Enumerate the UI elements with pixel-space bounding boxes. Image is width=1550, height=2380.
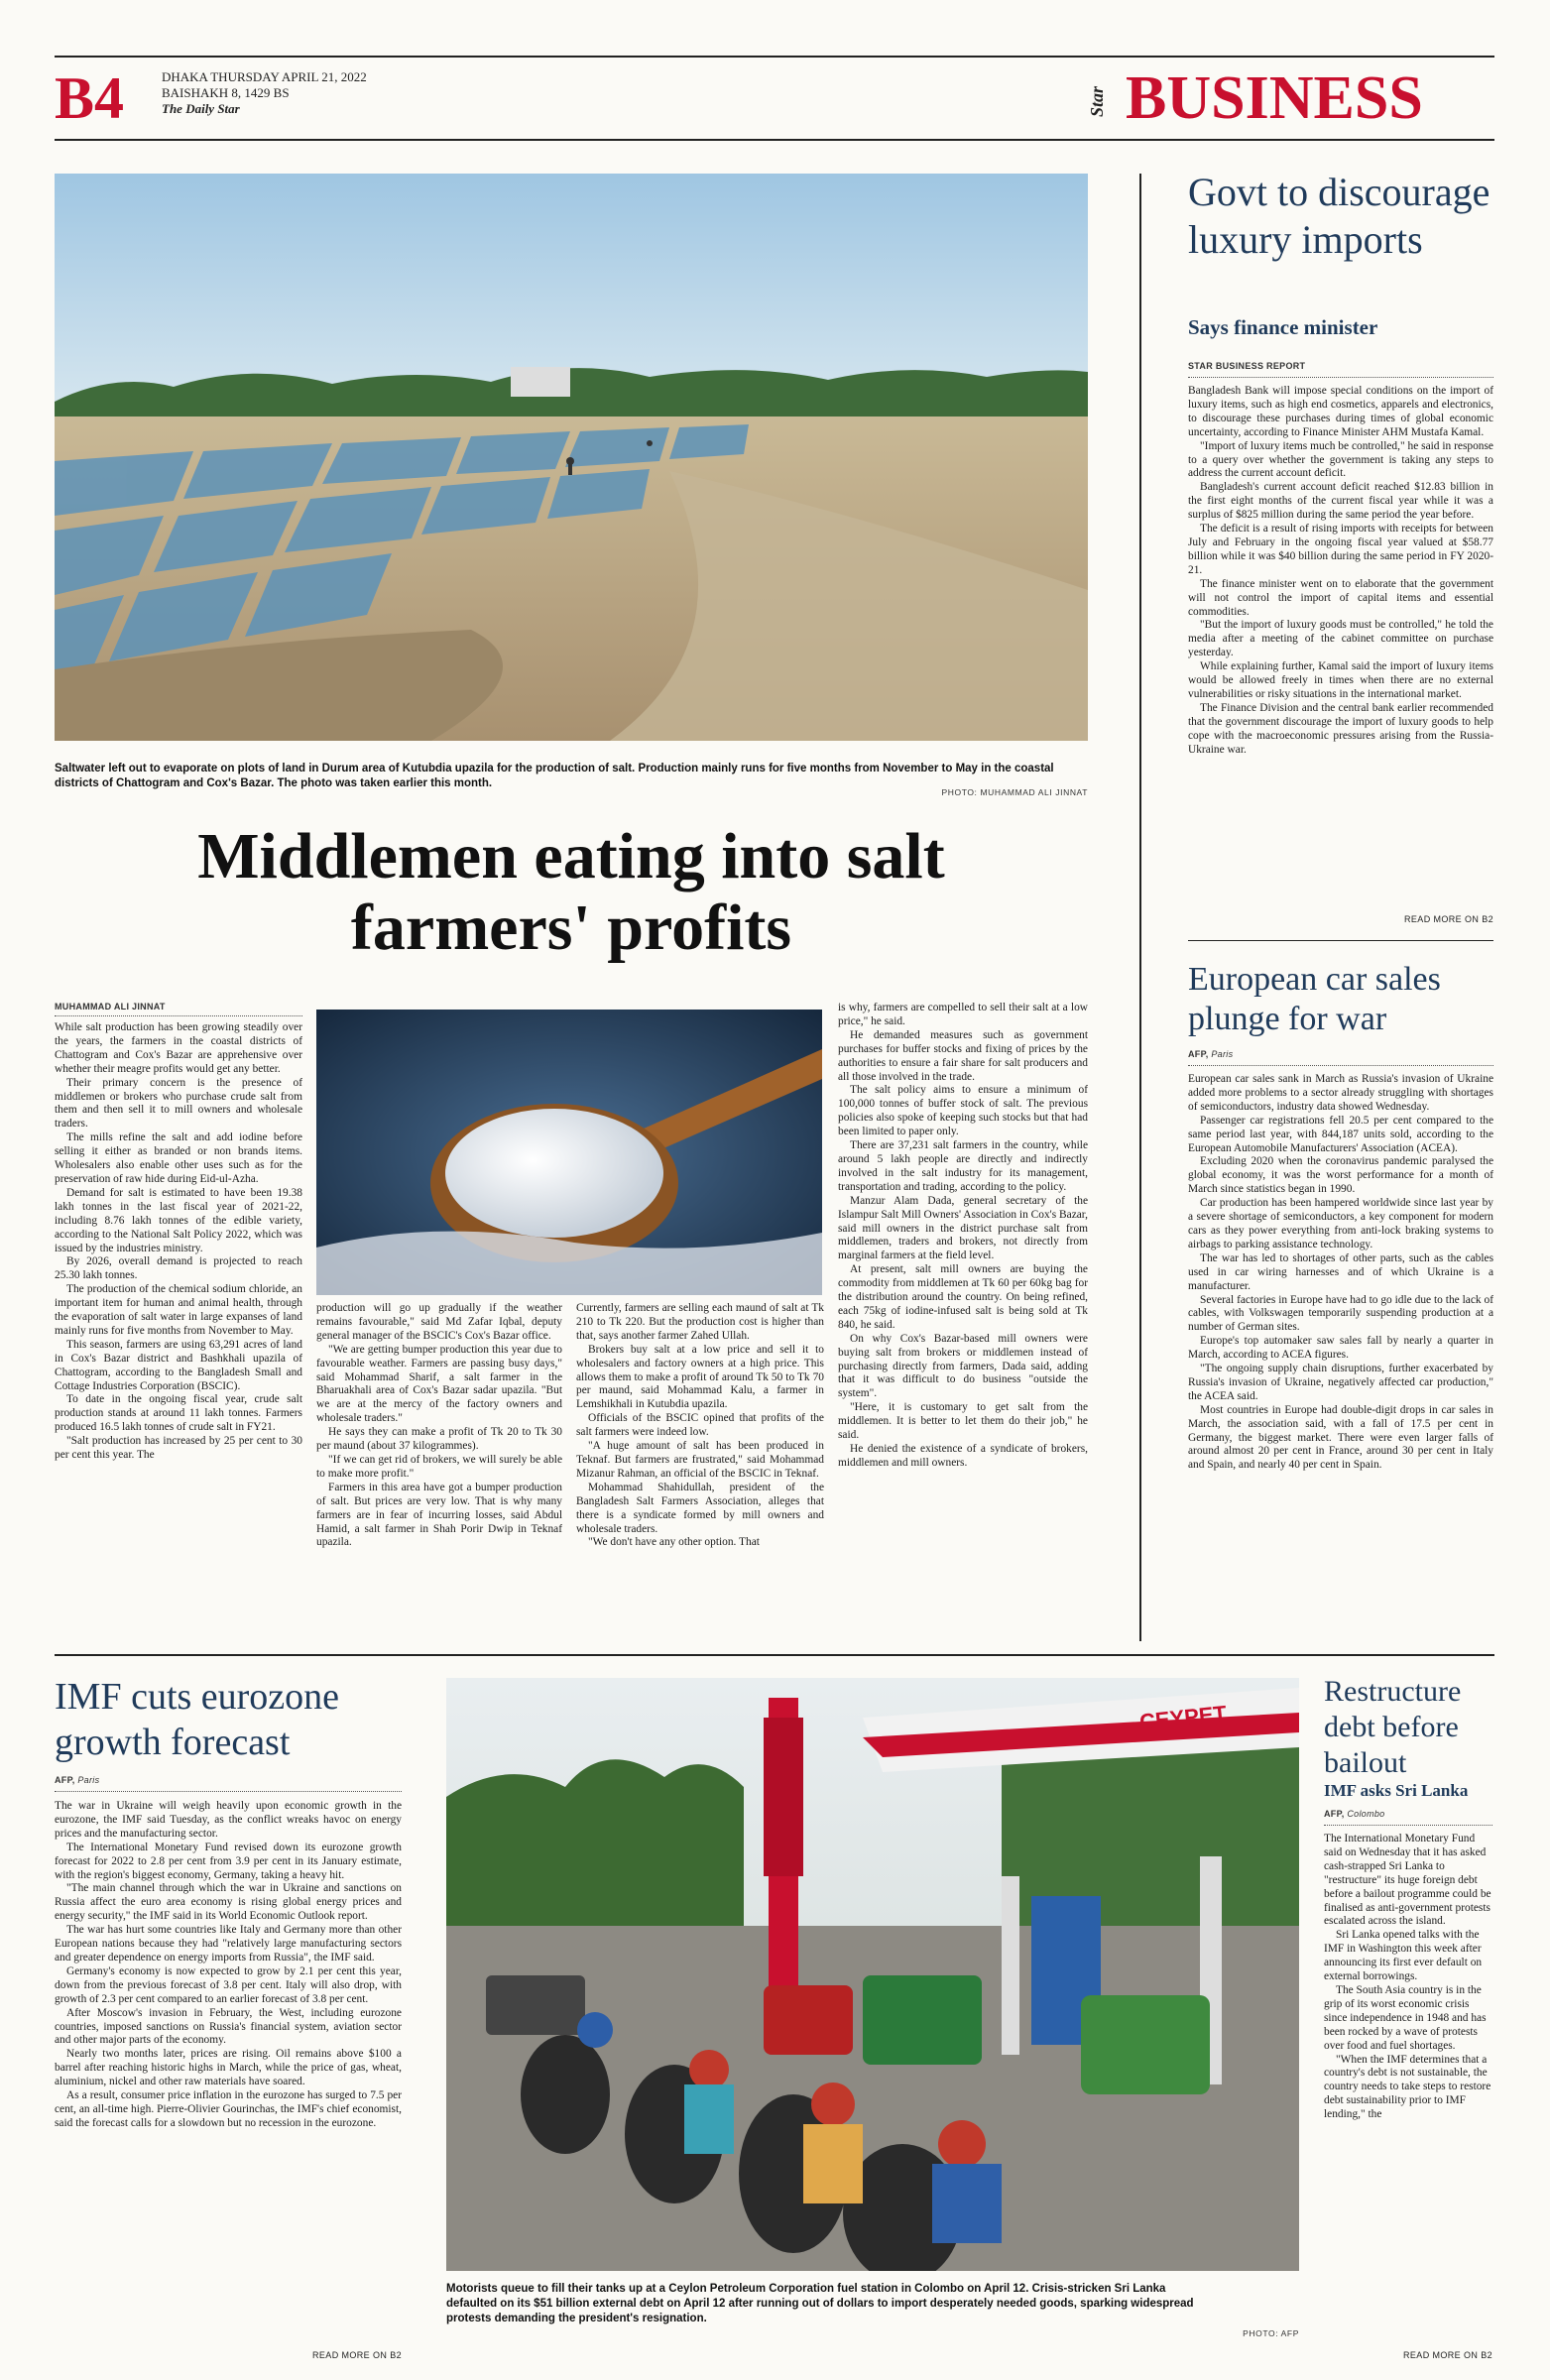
salt-field-photo <box>55 174 1088 741</box>
lead-col1-para: "Salt production has increased by 25 per cent to 30 per cent this year. The <box>55 1435 302 1462</box>
srilanka-body <box>1324 1833 1492 2340</box>
lead-col3-para: Mohammad Shahidullah, president of the Bangladesh Salt Farmers Association, alleges that there is a syndicate formed by mill owners and wholesale traders. <box>576 1481 824 1535</box>
lead-col4-para: At present, salt mill owners are buying the commodity from middlemen at Tk 60 per 60kg bag for the distribution around the country. On being refined, each 75kg of iodine-infused salt is being sold at Tk 840, he said. <box>838 1263 1088 1331</box>
right-col-separator <box>1188 940 1493 941</box>
srilanka-divider <box>1324 1825 1492 1826</box>
lead-col4-para: is why, farmers are compelled to sell their salt at a low price," he said. <box>838 1002 1088 1027</box>
lead-byline: MUHAMMAD ALI JINNAT <box>55 1002 166 1012</box>
lead-col4-para: He demanded measures such as government purchases for buffer stocks and fixing of prices by the authorities to ensure a fair share for salt producers and all those involved in the trade. <box>838 1028 1088 1083</box>
luxury-para: "Import of luxury items much be controlled," he said in response to a query over whether the government is taking any steps to address the current account deficit. <box>1188 439 1493 480</box>
lead-col1-para: This season, farmers are using 63,291 acres of land in Cox's Bazar district and Bashkhali upazila of Chattogram, according to the Bangladesh Small and Cottage Industries Corporation (BSCIC). <box>55 1338 302 1392</box>
cars-divider <box>1188 1065 1493 1066</box>
cars-para: Europe's top automaker saw sales fall by nearly a quarter in March, according to ACEA figures. <box>1188 1335 1493 1362</box>
section-star-logo: Star <box>1087 85 1107 117</box>
lead-col1-para: While salt production has been growing steadily over the years, the farmers in the coastal districts of Chattogram and Cox's Bazar are apprehensive over whether their meagre profits would get any better. <box>55 1021 302 1075</box>
lead-photo-caption: Saltwater left out to evaporate on plots of land in Durum area of Kutubdia upazila for the production of salt. Production mainly runs for five months from November to May in the coastal districts of Chattogram and Cox's Bazar. The photo was taken earlier this month. <box>55 763 1054 789</box>
cars-headline: European car sales plunge for war <box>1188 961 1441 1037</box>
lead-col2-para: "If we can get rid of brokers, we will surely be able to make more profit." <box>316 1453 562 1480</box>
imf-para: Nearly two months later, prices are rising. Oil remains above $100 a barrel after reaching historic highs in March, while the price of gas, wheat, aluminium, nickel and other raw materials have soared. <box>55 2048 402 2088</box>
imf-headline: IMF cuts eurozone growth forecast <box>55 1676 340 1763</box>
cars-para: Excluding 2020 when the coronavirus pandemic paralysed the global economy, it was the worst performance for a month of March since statistics began in 1990. <box>1188 1155 1493 1196</box>
luxury-read-more-link[interactable]: READ MORE ON B2 <box>1403 914 1493 924</box>
lead-col1-para: To date in the ongoing fiscal year, crude salt production stands at around 11 lakh tonnes. Farmers produced 16.5 lakh tonnes of crude salt in FY21. <box>55 1393 302 1434</box>
lead-col1-para: By 2026, overall demand is projected to reach 25.30 lakh tonnes. <box>55 1255 302 1282</box>
imf-para: "The main channel through which the war in Ukraine and sanctions on Russia affect the euro area economy is rising global energy prices and energy security," the IMF said in its World Economic Outlook report. <box>55 1882 402 1923</box>
lead-headline-line2: farmers' profits <box>350 892 792 964</box>
luxury-para: The deficit is a result of rising imports with receipts for between July and February in the ongoing fiscal year valued at $58.77 billion while it was $40 billion during the same period in FY 2020-21. <box>1188 523 1493 576</box>
lead-col4-para: There are 37,231 salt farmers in the country, while around 5 lakh people are directly and indirectly involved in the salt industry for its management, transportation and trading, according to the policy. <box>838 1139 1088 1193</box>
imf-para: The war in Ukraine will weigh heavily upon economic growth in the eurozone, the IMF said Tuesday, as the conflict wreaks havoc on energy prices and the manufacturing sector. <box>55 1800 402 1840</box>
imf-read-more-link[interactable]: READ MORE ON B2 <box>311 2350 402 2360</box>
lead-column-1 <box>55 1021 302 1641</box>
cars-byline-agency: AFP, <box>1188 1049 1209 1059</box>
srilanka-byline-agency: AFP, <box>1324 1809 1345 1819</box>
srilanka-para: The International Monetary Fund said on Wednesday that it has asked cash-strapped Sri Lanka to "restructure" its huge foreign debt before a bailout programme could be finalised as anti-government protests escalated across the island. <box>1324 1833 1491 1928</box>
luxury-para: Bangladesh's current account deficit reached $12.83 billion in the first eight months of the current fiscal year while it was a surplus of $825 million during the same period the year before. <box>1188 481 1493 522</box>
lead-col1-para: Demand for salt is estimated to have been 19.38 lakh tonnes in the last fiscal year of 2021-22, including 8.76 lakh tonnes of the edible variety, according to the National Salt Policy 2022, which was issued by the industries ministry. <box>55 1186 302 1254</box>
srilanka-subhead: IMF asks Sri Lanka <box>1324 1781 1469 1800</box>
imf-body <box>55 1800 402 2340</box>
imf-para: After Moscow's invasion in February, the West, including eurozone countries, imposed sanctions on Russia's financial system, aviation sector and other major parts of the economy. <box>55 2006 402 2047</box>
srilanka-para: "When the IMF determines that a country's debt is not sustainable, the country needs to take steps to restore debt sustainability prior to IMF lending," the <box>1324 2053 1491 2121</box>
lead-col4-para: "Here, it is customary to get salt from the middlemen. It is better to let them do their job," he said. <box>838 1401 1088 1442</box>
lead-col3-para: Currently, farmers are selling each maund of salt at Tk 210 to Tk 220. But the production cost is higher than that, says another farmer Zahed Ullah. <box>576 1302 824 1342</box>
imf-para: Germany's economy is now expected to grow by 2.1 per cent this year, down from the previous forecast of 3.8 per cent. Italy will also drop, with growth of 2.3 per cent compared to an earlier forecast of 3.8 per cent. <box>55 1964 402 2005</box>
lead-col4-para: The salt policy aims to ensure a minimum of 100,000 tonnes of buffer stock of salt. The previous policies also spoke of keeping such stocks but that had been limited to paper only. <box>838 1084 1088 1138</box>
lead-column-4 <box>838 1002 1088 1641</box>
imf-divider <box>55 1791 402 1792</box>
bangla-date: BAISHAKH 8, 1429 BS <box>162 85 290 100</box>
fuel-photo-caption: Motorists queue to fill their tanks up at a Ceylon Petroleum Corporation fuel station in Colombo on April 12. Crisis-stricken Sri Lanka defaulted on its $51 billion external debt on April 12 after running out of dollars to import desperately needed goods, sparking widespread protests demanding the president's resignation. <box>446 2283 1194 2324</box>
srilanka-byline <box>1324 1809 1384 1819</box>
fuel-station-sign-text: CEYPET <box>1137 1700 1229 1734</box>
luxury-body <box>1188 385 1493 910</box>
date-line: DHAKA THURSDAY APRIL 21, 2022 <box>162 69 367 84</box>
luxury-para: The Finance Division and the central bank earlier recommended that the government discourage the import of luxury goods to help cope with the macroeconomic pressures arising from the Russia-Ukraine war. <box>1188 701 1493 756</box>
cars-para: Passenger car registrations fell 20.5 per cent compared to the same period last year, with 844,187 units sold, according to the European Automobile Manufacturers' Association (ACEA). <box>1188 1114 1493 1154</box>
lead-column-2 <box>316 1302 562 1641</box>
bottom-section-rule <box>55 1654 1494 1656</box>
cars-byline-place: Paris <box>1211 1049 1234 1059</box>
masthead-bottom-rule <box>55 139 1494 141</box>
srilanka-para: Sri Lanka opened talks with the IMF in Washington this week after announcing its first ever default on external borrowings. <box>1324 1929 1483 1983</box>
imf-byline <box>55 1775 99 1785</box>
srilanka-para: The South Asia country is in the grip of its worst economic crisis since independence in 1948 and has been rocked by a wave of protests over food and fuel shortages. <box>1324 1983 1487 2052</box>
luxury-para: Bangladesh Bank will impose special conditions on the import of luxury items, such as high end cosmetics, apparels and electronics, to discourage these purchases during times of global economic uncertainty, according to Finance Minister AHM Mustafa Kamal. <box>1188 385 1493 438</box>
cars-para: European car sales sank in March as Russia's invasion of Ukraine added more problems to a sector already struggling with shortages of semiconductors, industry data showed Wednesday. <box>1188 1073 1493 1113</box>
imf-para: The International Monetary Fund revised down its eurozone growth forecast for 2022 to 2.8 per cent from 3.9 per cent in its January estimate, with the region's biggest economy, Germany, taking a heavy hit. <box>55 1841 402 1881</box>
section-title: BUSINESS <box>1126 64 1423 132</box>
luxury-subhead: Says finance minister <box>1188 315 1378 339</box>
luxury-para: "But the import of luxury goods must be controlled," he told the media after a meeting of the cabinet committee on purchase yesterday. <box>1188 619 1493 659</box>
salt-spoon-photo <box>316 1010 822 1295</box>
lead-col2-para: He says they can make a profit of Tk 20 to Tk 30 per maund (about 37 kilogrammes). <box>316 1426 562 1453</box>
lead-col2-para: Farmers in this area have got a bumper production of salt. But prices are very low. That is why many farmers are in fear of incurring losses, said Abdul Hamid, a salt farmer in Shah Porir Dwip in Teknaf upazila. <box>316 1481 562 1549</box>
lead-col3-para: "A huge amount of salt has been produced in Teknaf. But farmers are frustrated," said Mohammad Mizanur Rahman, an official of the BSCIC in Teknaf. <box>576 1440 824 1480</box>
lead-col3-para: "We don't have any other option. That <box>588 1536 760 1549</box>
srilanka-byline-place: Colombo <box>1347 1809 1385 1819</box>
srilanka-read-more-link[interactable]: READ MORE ON B2 <box>1402 2350 1492 2360</box>
cars-para: The war has led to shortages of other parts, such as the cables used in car wiring harnesses and of which Ukraine is a manufacturer. <box>1188 1251 1493 1292</box>
lead-headline-line1: Middlemen eating into salt <box>197 820 945 892</box>
imf-para: As a result, consumer price inflation in the eurozone has surged to 7.5 per cent, an all-time high. Pierre-Olivier Gourinchas, the IMF's chief economist, said the forecast calls for a slowdown but no recession in the eurozone. <box>55 2089 402 2129</box>
imf-byline-agency: AFP, <box>55 1775 75 1785</box>
luxury-para: The finance minister went on to elaborate that the government will not control the import of capital items and essential commodities. <box>1188 577 1493 618</box>
lead-col3-para: Officials of the BSCIC opined that profits of the salt farmers were indeed low. <box>576 1412 824 1439</box>
byline-divider <box>55 1015 302 1016</box>
cars-para: Most countries in Europe had double-digit drops in car sales in March, the association said, with a fall of 17.5 per cent in Germany, the biggest market. There were even larger falls of around almost 20 per cent in France, around 30 per cent in Italy and Spain, and nearly 40 per cent in Spain. <box>1188 1403 1493 1472</box>
lead-col4-para: He denied the existence of a syndicate of brokers, middlemen and mill owners. <box>838 1443 1088 1469</box>
luxury-byline: STAR BUSINESS REPORT <box>1188 361 1306 371</box>
fuel-queue-photo <box>446 1678 1299 2271</box>
top-rule <box>55 56 1494 58</box>
lead-col1-para: Their primary concern is the presence of middlemen or brokers who purchase crude salt from them and then sell it to mill owners and wholesale traders. <box>55 1076 302 1130</box>
lead-col1-para: The production of the chemical sodium chloride, an important item for human and animal health, through the evaporation of salt water in large expanses of land mainly runs for five months from November to May. <box>55 1283 302 1337</box>
right-column-divider <box>1139 174 1141 1641</box>
lead-col1-para: The mills refine the salt and add iodine before selling it either as branded or non brands items. Wholesalers also enable other uses such as for the preservation of raw hide during Eid-ul-Azha. <box>55 1131 302 1185</box>
cars-byline <box>1188 1049 1233 1059</box>
lead-col4-para: Manzur Alam Dada, general secretary of the Islampur Salt Mill Owners' Association in Cox's Bazar, said mill owners in the district purchase salt from middlemen, traders and brokers, not directly from marginal farmers at the field level. <box>838 1194 1088 1262</box>
lead-col2-para: "We are getting bumper production this year due to favourable weather. Farmers are passing busy days," said Mohammad Sharif, a salt farmer in the Bharuakhali area of Cox's Bazar sadar upazila. "But we are at the mercy of the factory owners and wholesale traders." <box>316 1343 562 1425</box>
cars-para: "The ongoing supply chain disruptions, further exacerbated by Russia's invasion of Ukraine, negatively affected car production," the ACEA said. <box>1188 1363 1493 1402</box>
imf-para: The war has hurt some countries like Italy and Germany more than other European nations because they had "relatively large manufacturing sectors and greater dependence on energy imports from Russia", the IMF said. <box>55 1924 402 1964</box>
luxury-headline: Govt to discourage luxury imports <box>1188 170 1490 262</box>
imf-byline-place: Paris <box>77 1775 100 1785</box>
cars-para: Several factories in Europe have had to go idle due to the lack of cables, with Volkswagen temporarily suspending production at a number of German sites. <box>1188 1293 1493 1334</box>
fuel-photo-credit: PHOTO: AFP <box>1243 2328 1299 2338</box>
lead-col4-para: On why Cox's Bazar-based mill owners were buying salt from brokers or middlemen instead of purchasing directly from farmers, Dada said, adding that it was difficult to do business "outside the system". <box>838 1332 1088 1400</box>
lead-col3-para: Brokers buy salt at a low price and sell it to wholesalers and factory owners at a high price. This allows them to make a profit of around Tk 50 to Tk 70 per maund, said Mohammad Kalu, a farmer in Lemshikhali in Kutubdia upazila. <box>576 1343 824 1411</box>
lead-photo-credit: PHOTO: MUHAMMAD ALI JINNAT <box>941 787 1088 797</box>
lead-headline <box>55 821 1088 964</box>
lead-col2-para: production will go up gradually if the weather remains favourable," said Md Zafar Iqbal, deputy general manager of the BSCIC's Cox's Bazar office. <box>316 1302 562 1342</box>
page-label: B4 <box>55 65 125 131</box>
luxury-divider <box>1188 377 1493 378</box>
paper-name-logo: The Daily Star <box>162 101 240 116</box>
cars-para: Car production has been hampered worldwide since last year by a severe shortage of semiconductors, a key component for modern cars as they power everything from anti-lock braking systems to airbags to parking assistance technology. <box>1188 1197 1493 1250</box>
cars-body <box>1188 1073 1493 1643</box>
luxury-para: While explaining further, Kamal said the import of luxury items would be allowed freely in times when there are no external vulnerabilities or risky situations in the international market. <box>1188 660 1493 700</box>
srilanka-headline: Restructure debt before bailout <box>1324 1675 1462 1779</box>
lead-column-3 <box>576 1302 824 1641</box>
